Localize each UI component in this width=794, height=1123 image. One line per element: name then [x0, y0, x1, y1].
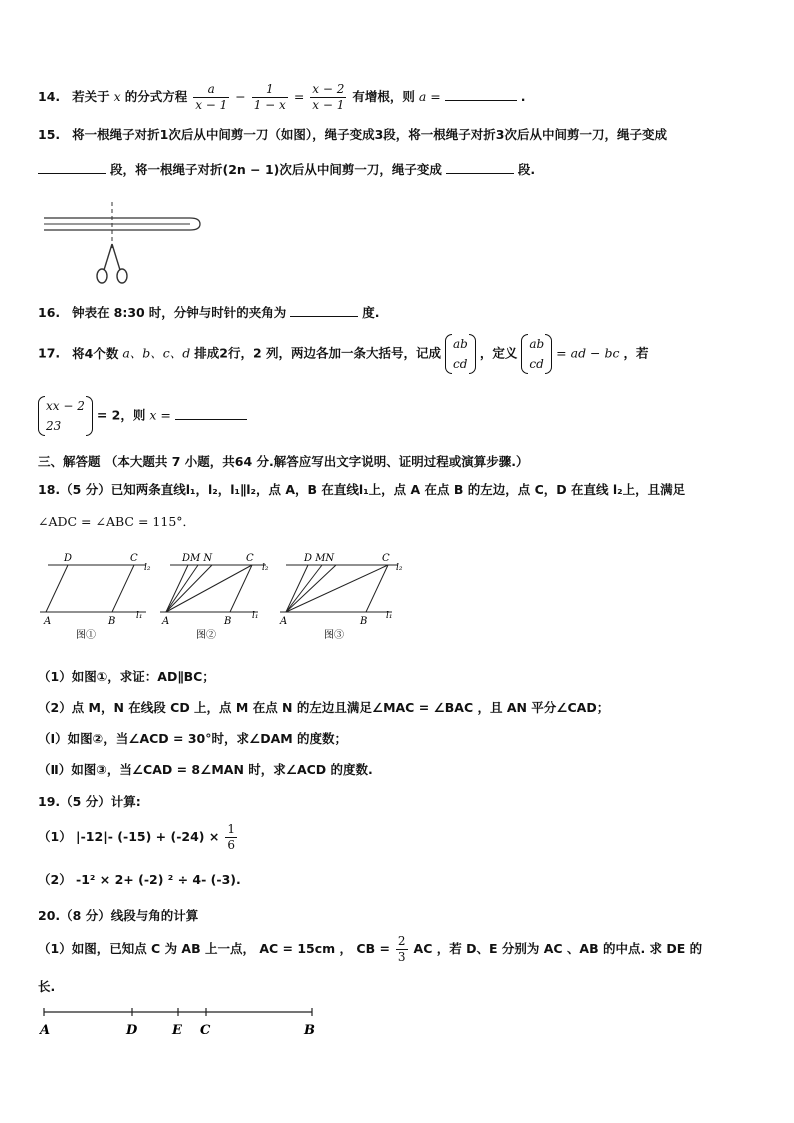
q17-pre: 将4个数 [72, 345, 119, 361]
question-17-line2 [38, 396, 247, 436]
question-14 [38, 82, 525, 113]
equals-sign: = [293, 89, 305, 104]
q17-mid: 排成2行，2 列，两边各加一条大括号，记成 [194, 345, 442, 361]
question-17 [38, 334, 649, 374]
question-16 [38, 303, 379, 321]
question-18-line2 [38, 512, 195, 530]
question-15-line2 [38, 160, 535, 178]
point-A: A [40, 1023, 51, 1038]
label-B: B [224, 616, 232, 627]
q15-line2b: 段. [517, 162, 536, 177]
answer-blank[interactable] [446, 160, 514, 174]
equals-sign: = [156, 407, 171, 423]
question-number: 14. [38, 89, 61, 104]
section-3-title: 三、解答题 （本大题共 7 小题，共64 分.解答应写出文字说明、证明过程或演算步骤.） [38, 454, 529, 469]
q18-line1: 已知两条直线l₁，l₂，l₁∥l₂，点 A，B 在直线l₁上，点 A 在点 B 的左边，点 C，D 在直线 l₂上，且满足 [110, 482, 686, 497]
question-15 [38, 125, 667, 143]
q15-line2a: 段，将一根绳子对折(2n − 1)次后从中间剪一刀，绳子变成 [109, 162, 442, 177]
q16-pre: 钟表在 [72, 305, 110, 320]
label-D: D [64, 553, 73, 564]
label-l1: l₁ [136, 611, 143, 621]
figure-3 [280, 565, 398, 612]
answer-blank[interactable] [290, 303, 358, 317]
q17-var-x: x [149, 407, 157, 423]
label-B: B [108, 616, 116, 627]
question-number: 18. [38, 482, 61, 497]
figure-caption: 图② [196, 630, 216, 641]
fraction: $\frac{2}{3}$ [397, 934, 406, 964]
answer-blank[interactable] [445, 87, 517, 101]
score: （8 分） [60, 908, 111, 923]
q17-def: ，定义 [479, 345, 518, 361]
q14-text-mid: 的分式方程 [124, 89, 188, 104]
figure-caption: 图① [76, 630, 96, 641]
q18-part2-ii: （Ⅱ）如图③，当∠CAD = 8∠MAN 时，求∠ACD 的度数. [38, 762, 373, 777]
q18-part2-i: （Ⅰ）如图②，当∠ACD = 30°时，求∠DAM 的度数； [38, 731, 348, 746]
answer-blank[interactable] [175, 406, 247, 420]
q17-nums: a、b、c、d [122, 345, 191, 361]
point-B: B [304, 1023, 315, 1038]
label-DMN: DM N [182, 553, 213, 564]
label-B: B [360, 616, 368, 627]
q14-text-pre: 若关于 [72, 89, 110, 104]
q19-title: 计算: [110, 794, 141, 809]
q18-part1: （1）如图①，求证：AD∥BC； [38, 669, 215, 684]
label-A: A [280, 616, 288, 627]
q17-definition: = ad − bc [556, 345, 620, 361]
label-l1: l₁ [252, 611, 259, 621]
q18-figures [36, 548, 416, 644]
figure-2 [160, 565, 266, 612]
q20-p1-text-a: （1）如图，已知点 C 为 AB 上一点， AC = 15cm ， CB = [38, 941, 390, 956]
fraction: $\frac{x - 2}{x - 1}$ [312, 82, 345, 112]
q20-title: 线段与角的计算 [110, 908, 199, 923]
q18-line2: ∠ADC = ∠ABC = 115°． [38, 514, 196, 529]
question-18 [38, 480, 685, 498]
q16-end: 度. [362, 305, 380, 320]
q19-p1-text: （1） |-12|- (-15) + (-24) × [38, 829, 220, 844]
label-l2: l₂ [144, 563, 151, 573]
segment-figure [36, 1006, 326, 1042]
question-number: 15. [38, 127, 61, 142]
label-C: C [382, 553, 390, 564]
fraction: $\frac{1}{1 - x}$ [253, 82, 286, 112]
section-heading [38, 452, 529, 470]
point-E: E [172, 1023, 182, 1038]
question-number: 20. [38, 908, 61, 923]
point-D: D [126, 1023, 138, 1038]
question-19 [38, 792, 141, 810]
q20-part1 [38, 934, 702, 965]
score: （5 分） [60, 482, 111, 497]
q14-var-a: a [418, 89, 427, 104]
label-A: A [162, 616, 170, 627]
matrix: xx − 2 23 [38, 396, 93, 436]
fraction: $\frac{1}{6}$ [227, 822, 235, 852]
q20-p1-text-b: AC ，若 D、E 分别为 AC 、AB 的中点. 求 DE 的 [413, 941, 703, 956]
q16-time: 8:30 [113, 305, 145, 320]
q20-part1-end: 长. [38, 979, 56, 994]
q16-post: 时，分钟与时针的夹角为 [148, 305, 287, 320]
answer-blank[interactable] [38, 160, 106, 174]
figure-caption: 图③ [324, 630, 344, 641]
period: . [520, 89, 526, 104]
score: （5 分） [60, 794, 111, 809]
q19-part1 [38, 822, 239, 853]
q14-var-x: x [113, 89, 121, 104]
q19-part2: （2） -1² × 2+ (-2) ² ÷ 4- (-3). [38, 872, 241, 887]
question-number: 19. [38, 794, 61, 809]
matrix: ab cd [445, 334, 476, 374]
matrix: ab cd [521, 334, 552, 374]
question-number: 17. [38, 345, 61, 361]
minus-sign: − [235, 89, 246, 104]
q17-eq: = 2，则 [96, 407, 146, 423]
q15-line1: 将一根绳子对折1次后从中间剪一刀（如图），绳子变成3段，将一根绳子对折3次后从中间剪一刀，绳子变成 [72, 127, 667, 142]
question-20 [38, 906, 198, 924]
label-C: C [130, 553, 138, 564]
label-C: C [246, 553, 254, 564]
question-number: 16. [38, 305, 61, 320]
equals-sign: = [426, 89, 441, 104]
label-l2: l₂ [396, 563, 403, 573]
label-l2: l₂ [262, 563, 269, 573]
q14-text-post: 有增根，则 [352, 89, 415, 104]
fraction: $\frac{a}{x - 1}$ [195, 82, 228, 112]
label-A: A [44, 616, 52, 627]
label-l1: l₁ [386, 611, 393, 621]
rope-scissors-figure [40, 198, 210, 288]
scissors-icon [97, 244, 127, 283]
point-C: C [200, 1023, 211, 1038]
q18-part2: （2）点 M，N 在线段 CD 上，点 M 在点 N 的左边且满足∠MAC = ∠BAC ，且 AN 平分∠CAD； [38, 700, 610, 715]
q17-ruo: ，若 [623, 345, 649, 361]
figure-1 [40, 565, 146, 612]
label-DMN: D MN [304, 553, 335, 564]
